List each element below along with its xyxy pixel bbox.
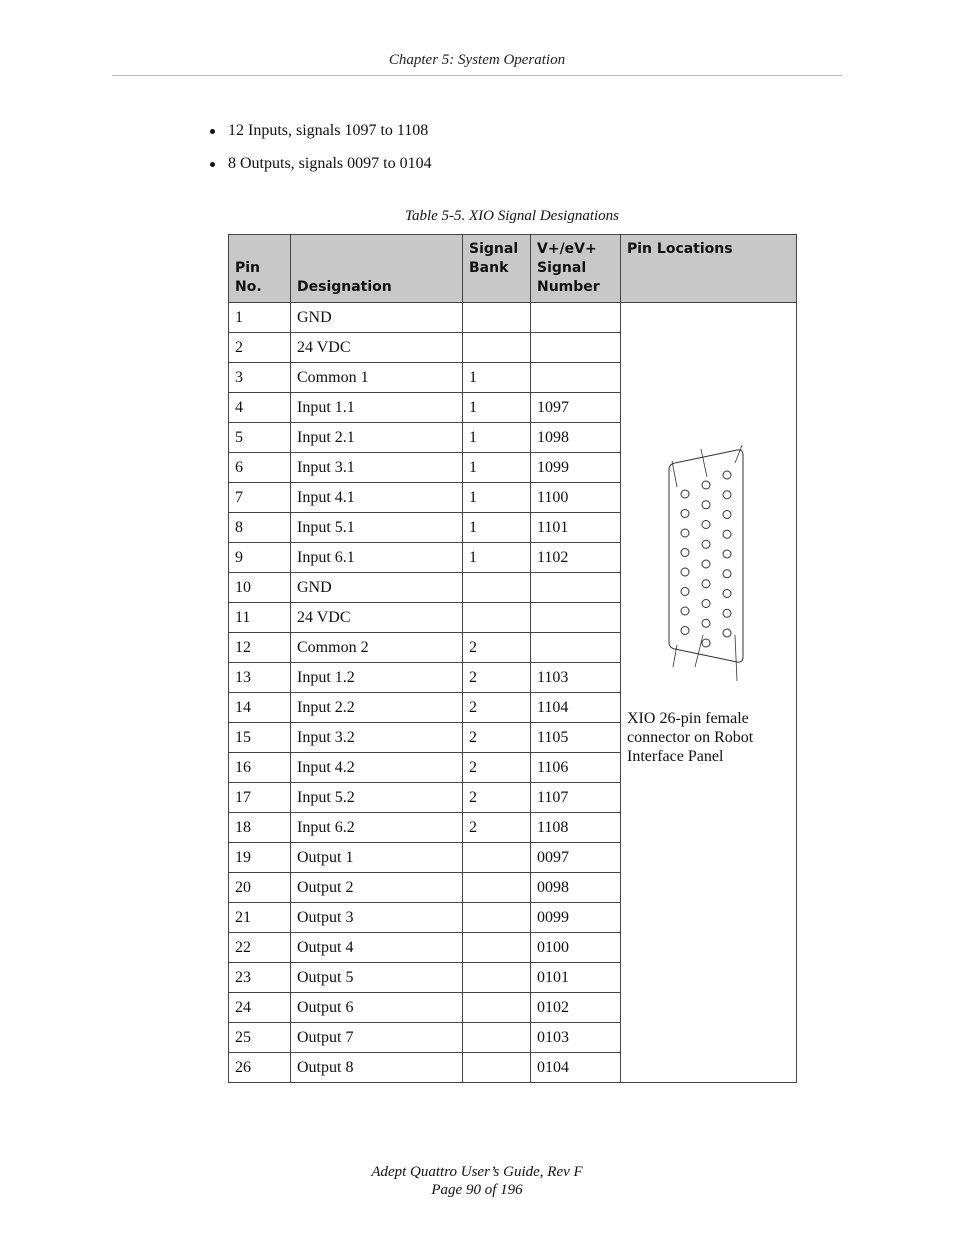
cell-signal-number: 1099 [531, 453, 621, 483]
cell-designation: 24 VDC [291, 333, 463, 363]
cell-pin-no: 20 [229, 873, 291, 903]
cell-signal-bank: 2 [463, 693, 531, 723]
connector-pin [702, 580, 710, 588]
cell-pin-no: 16 [229, 753, 291, 783]
cell-pin-no: 23 [229, 963, 291, 993]
header-signal-bank: Signal Bank [463, 235, 531, 303]
cell-pin-no: 6 [229, 453, 291, 483]
cell-designation: Output 7 [291, 1023, 463, 1053]
cell-signal-number [531, 633, 621, 663]
cell-signal-number [531, 303, 621, 333]
cell-signal-number: 1106 [531, 753, 621, 783]
connector-pin [723, 511, 731, 519]
cell-pin-no: 8 [229, 513, 291, 543]
cell-signal-number: 0103 [531, 1023, 621, 1053]
cell-designation: 24 VDC [291, 603, 463, 633]
cell-designation: Input 1.2 [291, 663, 463, 693]
cell-signal-bank: 1 [463, 513, 531, 543]
cell-designation: Input 2.2 [291, 693, 463, 723]
cell-signal-bank: 1 [463, 543, 531, 573]
cell-designation: Output 6 [291, 993, 463, 1023]
bullet-list [210, 121, 432, 187]
cell-signal-bank: 2 [463, 723, 531, 753]
cell-signal-number: 0097 [531, 843, 621, 873]
cell-pin-no: 9 [229, 543, 291, 573]
cell-designation: Input 5.1 [291, 513, 463, 543]
cell-signal-number: 0102 [531, 993, 621, 1023]
connector-pin [681, 627, 689, 635]
cell-signal-bank: 2 [463, 813, 531, 843]
cell-signal-number: 1098 [531, 423, 621, 453]
leader-line [701, 449, 707, 477]
cell-pin-no: 14 [229, 693, 291, 723]
header-pin-locations: Pin Locations [621, 235, 797, 303]
connector-pin [723, 491, 731, 499]
page-footer [0, 1163, 954, 1199]
cell-signal-number: 1102 [531, 543, 621, 573]
cell-designation: Input 3.1 [291, 453, 463, 483]
cell-designation: GND [291, 573, 463, 603]
cell-signal-number: 1101 [531, 513, 621, 543]
cell-designation: Output 5 [291, 963, 463, 993]
connector-pin [681, 588, 689, 596]
cell-signal-number: 0101 [531, 963, 621, 993]
cell-pin-no: 25 [229, 1023, 291, 1053]
cell-pin-no: 22 [229, 933, 291, 963]
cell-designation: Input 2.1 [291, 423, 463, 453]
header-rule [112, 75, 842, 76]
connector-pin [702, 540, 710, 548]
cell-signal-number [531, 363, 621, 393]
connector-pin [681, 549, 689, 557]
cell-pin-no: 17 [229, 783, 291, 813]
cell-designation: Output 3 [291, 903, 463, 933]
cell-signal-bank: 2 [463, 663, 531, 693]
connector-pin [702, 560, 710, 568]
footer-guide-title: Adept Quattro User’s Guide, Rev F [371, 1164, 583, 1180]
leader-line [735, 635, 737, 681]
footer-page-number: Page 90 of 196 [431, 1182, 523, 1198]
page-header: Chapter 5: System Operation [388, 52, 566, 68]
cell-pin-no: 1 [229, 303, 291, 333]
cell-signal-number: 0104 [531, 1053, 621, 1083]
cell-signal-number: 1108 [531, 813, 621, 843]
cell-signal-bank [463, 963, 531, 993]
cell-designation: Input 1.1 [291, 393, 463, 423]
cell-signal-bank: 1 [463, 483, 531, 513]
cell-pin-no: 4 [229, 393, 291, 423]
cell-signal-number: 1100 [531, 483, 621, 513]
leader-line [695, 635, 703, 667]
connector-pin [723, 570, 731, 578]
cell-pin-no: 2 [229, 333, 291, 363]
cell-designation: Output 4 [291, 933, 463, 963]
connector-pin [723, 530, 731, 538]
cell-signal-bank [463, 573, 531, 603]
cell-signal-bank [463, 603, 531, 633]
cell-signal-bank [463, 303, 531, 333]
connector-pin [702, 481, 710, 489]
cell-signal-bank: 1 [463, 363, 531, 393]
connector-pin [702, 600, 710, 608]
cell-signal-number [531, 573, 621, 603]
cell-designation: Output 2 [291, 873, 463, 903]
cell-pin-no: 19 [229, 843, 291, 873]
cell-designation: Input 3.2 [291, 723, 463, 753]
cell-pin-no: 7 [229, 483, 291, 513]
cell-signal-bank: 2 [463, 633, 531, 663]
cell-designation: Input 4.1 [291, 483, 463, 513]
connector-pin [702, 501, 710, 509]
bullet-item: 12 Inputs, signals 1097 to 1108 [210, 121, 432, 154]
cell-signal-bank [463, 1053, 531, 1083]
connector-pin [723, 629, 731, 637]
cell-pin-no: 11 [229, 603, 291, 633]
header-designation: Designation [291, 235, 463, 303]
connector-pin [723, 471, 731, 479]
cell-designation: Common 2 [291, 633, 463, 663]
cell-signal-number: 0100 [531, 933, 621, 963]
cell-signal-number: 0099 [531, 903, 621, 933]
table-header-row [229, 235, 797, 303]
connector-pin [681, 607, 689, 615]
table-caption: Table 5-5. XIO Signal Designations [404, 208, 620, 224]
leader-line [735, 445, 743, 463]
cell-signal-number: 1107 [531, 783, 621, 813]
cell-signal-number [531, 603, 621, 633]
cell-pin-no: 24 [229, 993, 291, 1023]
connector-pin [681, 529, 689, 537]
leader-line [672, 461, 677, 487]
cell-pin-no: 12 [229, 633, 291, 663]
connector-pin [702, 639, 710, 647]
header-pin-no: Pin No. [229, 235, 291, 303]
cell-signal-number: 1105 [531, 723, 621, 753]
cell-pin-no: 13 [229, 663, 291, 693]
cell-designation: Input 6.1 [291, 543, 463, 573]
cell-designation: GND [291, 303, 463, 333]
cell-pin-no: 18 [229, 813, 291, 843]
cell-signal-bank [463, 903, 531, 933]
cell-pin-no: 10 [229, 573, 291, 603]
connector-pin [723, 550, 731, 558]
cell-signal-bank [463, 933, 531, 963]
table-row [229, 303, 797, 333]
xio-connector-diagram [667, 445, 747, 685]
pin-locations-cell [621, 303, 797, 1083]
cell-signal-number: 0098 [531, 873, 621, 903]
cell-pin-no: 5 [229, 423, 291, 453]
cell-pin-no: 15 [229, 723, 291, 753]
cell-signal-bank: 1 [463, 393, 531, 423]
header-signal-number: V+/eV+ Signal Number [531, 235, 621, 303]
connector-pin [723, 590, 731, 598]
cell-designation: Output 8 [291, 1053, 463, 1083]
cell-designation: Input 5.2 [291, 783, 463, 813]
cell-pin-no: 3 [229, 363, 291, 393]
xio-signal-table [228, 234, 797, 1083]
cell-signal-bank [463, 333, 531, 363]
cell-signal-bank: 2 [463, 783, 531, 813]
cell-signal-bank [463, 993, 531, 1023]
cell-designation: Input 4.2 [291, 753, 463, 783]
bullet-item: 8 Outputs, signals 0097 to 0104 [210, 154, 432, 187]
cell-designation: Input 6.2 [291, 813, 463, 843]
connector-pin [723, 609, 731, 617]
cell-signal-number: 1104 [531, 693, 621, 723]
cell-signal-bank [463, 1023, 531, 1053]
cell-pin-no: 26 [229, 1053, 291, 1083]
connector-pin [681, 568, 689, 576]
cell-signal-bank [463, 873, 531, 903]
cell-signal-number: 1103 [531, 663, 621, 693]
cell-signal-bank [463, 843, 531, 873]
cell-pin-no: 21 [229, 903, 291, 933]
cell-signal-number [531, 333, 621, 363]
cell-signal-bank: 1 [463, 453, 531, 483]
cell-signal-bank: 2 [463, 753, 531, 783]
cell-signal-number: 1097 [531, 393, 621, 423]
connector-pin [681, 510, 689, 518]
connector-caption: XIO 26-pin female connector on Robot Interface Panel [627, 710, 754, 765]
cell-designation: Output 1 [291, 843, 463, 873]
connector-pin [702, 619, 710, 627]
cell-designation: Common 1 [291, 363, 463, 393]
cell-signal-bank: 1 [463, 423, 531, 453]
connector-pin [702, 521, 710, 529]
connector-pin [681, 490, 689, 498]
